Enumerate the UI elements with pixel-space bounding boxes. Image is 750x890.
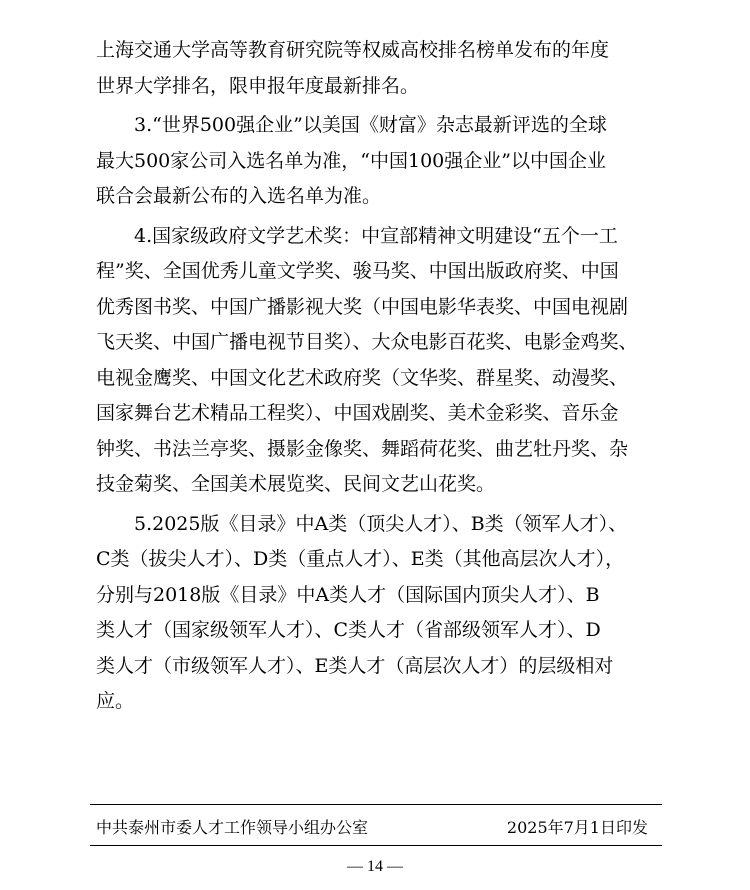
text-line: 4.国家级政府文学艺术奖：中宣部精神文明建设“五个一工 <box>96 224 618 247</box>
text-line: 世界大学排名，限申报年度最新排名。 <box>96 74 420 97</box>
text-line: 最大500家公司入选名单为准，“中国100强企业”以中国企业 <box>96 149 606 172</box>
issuer-name: 中共泰州市委人才工作领导小组办公室 <box>96 818 369 837</box>
text-line: 国家舞台艺术精品工程奖）、中国戏剧奖、美术金彩奖、音乐金 <box>96 402 619 424</box>
paragraph-item-5 <box>96 507 666 720</box>
paragraph-item-3 <box>96 108 666 215</box>
text-line: 分别与2018版《目录》中A类人才（国际国内顶尖人才）、B <box>96 583 600 606</box>
text-line: 类人才（国家级领军人才）、C类人才（省部级领军人才）、D <box>96 619 601 641</box>
text-line: 优秀图书奖、中国广播影视大奖（中国电影华表奖、中国电视剧 <box>96 295 629 318</box>
text-line: 类人才（市级领军人才）、E类人才（高层次人才）的层级相对 <box>96 654 614 677</box>
text-line: 电视金鹰奖、中国文化艺术政府奖（文华奖、群星奖、动漫奖、 <box>96 366 629 389</box>
text-line: 飞天奖、中国广播电视节目奖）、大众电影百花奖、电影金鸡奖、 <box>96 331 638 353</box>
paragraph-item-4 <box>96 219 666 503</box>
text-line: 程”奖、全国优秀儿童文学奖、骏马奖、中国出版政府奖、中国 <box>96 260 619 282</box>
text-line: C类（拔尖人才）、D类（重点人才）、E类（其他高层次人才）， <box>96 548 625 570</box>
text-line: 应。 <box>96 690 135 712</box>
text-line: 上海交通大学高等教育研究院等权威高校排名榜单发布的年度 <box>96 39 610 61</box>
text-line: 技金菊奖、全国美术展览奖、民间文艺山花奖。 <box>96 473 496 495</box>
document-body <box>96 33 666 720</box>
paragraph-intro <box>96 33 666 104</box>
text-line: 钟奖、书法兰亭奖、摄影金像奖、舞蹈荷花奖、曲艺牡丹奖、杂 <box>96 437 629 460</box>
page-number: — 14 — <box>347 858 403 875</box>
text-line: 联合会最新公布的入选名单为准。 <box>96 185 382 207</box>
issuance-footer <box>90 804 662 846</box>
issue-date: 2025年7月1日印发 <box>506 818 648 837</box>
text-line: 3.“世界500强企业”以美国《财富》杂志最新评选的全球 <box>96 114 607 136</box>
text-line: 5.2025版《目录》中A类（顶尖人才）、B类（领军人才）、 <box>96 512 628 535</box>
